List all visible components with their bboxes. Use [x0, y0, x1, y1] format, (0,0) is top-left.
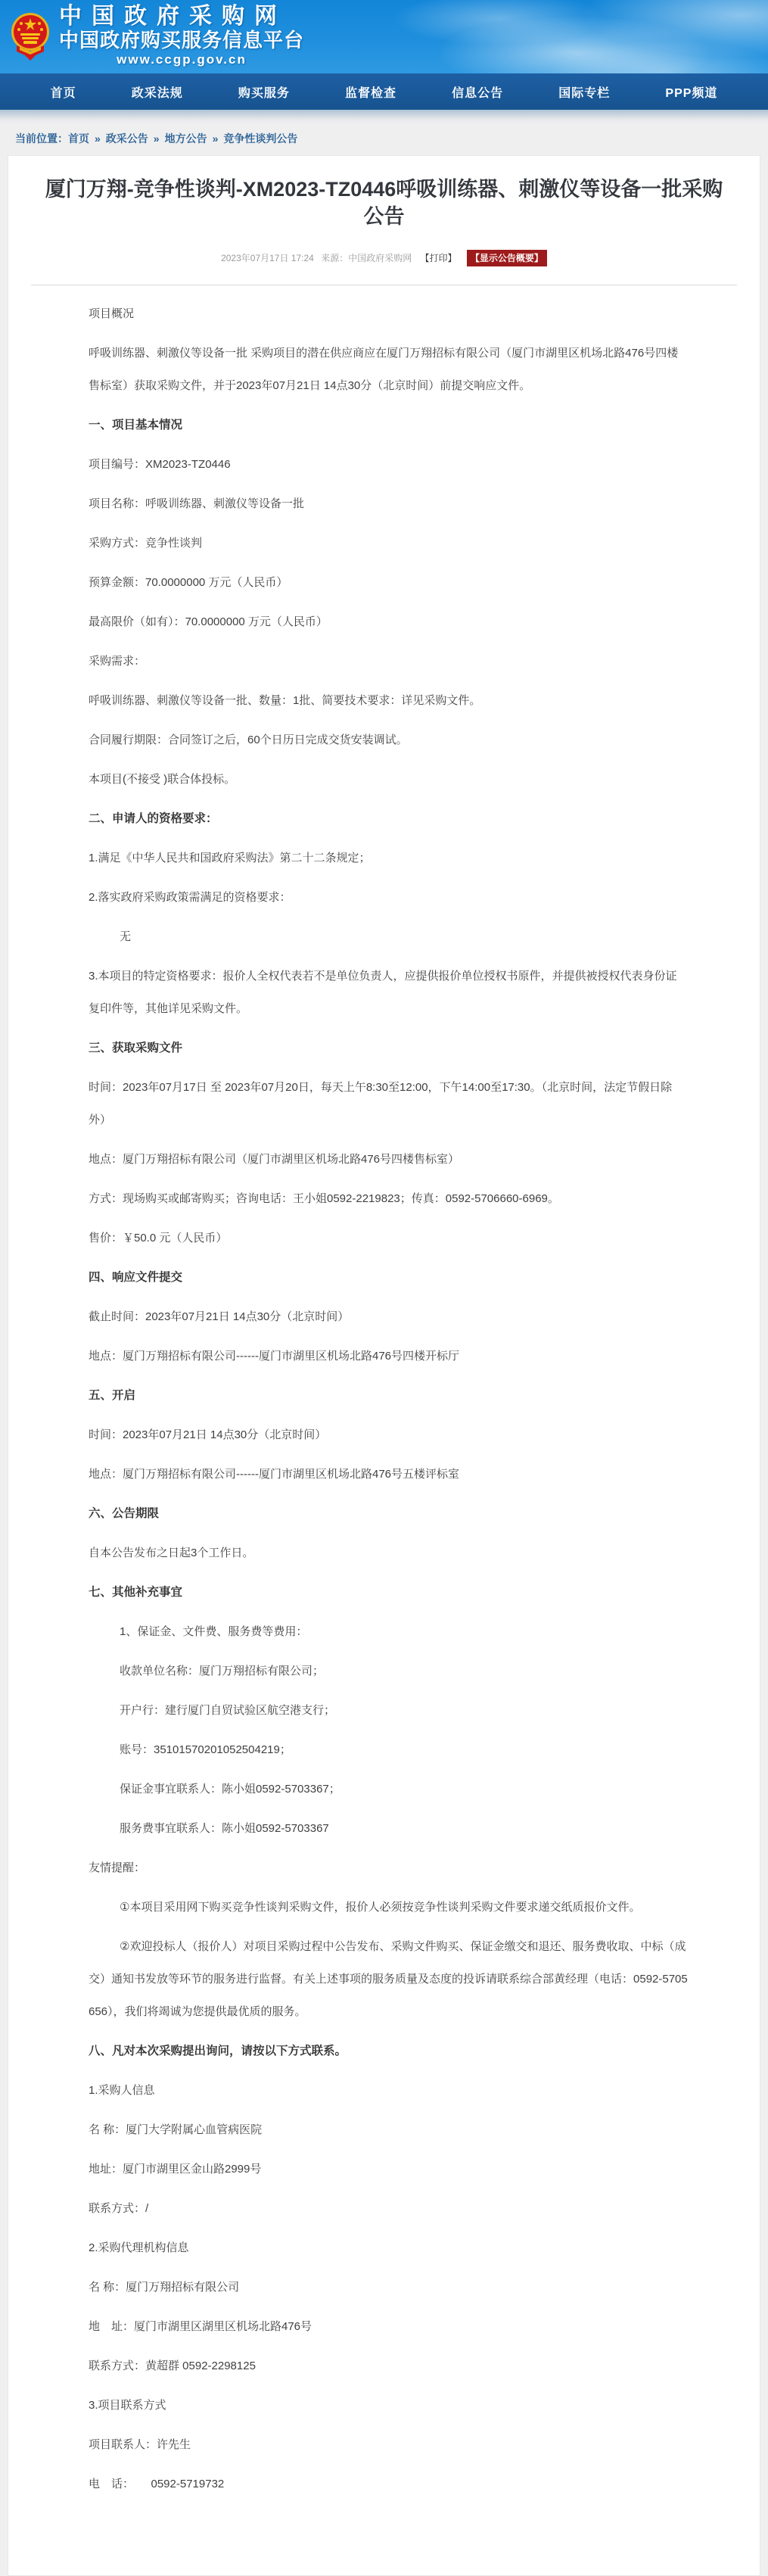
section-heading: 七、其他补充事宜: [89, 1586, 183, 1599]
paragraph: 项目联系人：许先生: [89, 2438, 191, 2451]
paragraph: 电 话： 0592-5719732: [89, 2478, 225, 2490]
section-heading: 三、获取采购文件: [89, 1042, 183, 1054]
page-title: 厦门万翔-竞争性谈判-XM2023-TZ0446呼吸训练器、刺激仪等设备一批采购公告: [45, 178, 723, 228]
nav-item-purchase-services[interactable]: 购买服务: [238, 86, 290, 100]
site-url: www.ccgp.gov.cn: [117, 52, 247, 67]
nav-item-home[interactable]: 首页: [50, 86, 76, 100]
section-heading: 五、开启: [89, 1389, 136, 1402]
paragraph: 联系方式：黄超群 0592-2298125: [89, 2360, 256, 2372]
paragraph: 无: [120, 930, 132, 943]
nav-item-regulations[interactable]: 政采法规: [131, 86, 183, 100]
paragraph: 联系方式：/: [89, 2202, 149, 2215]
paragraph: 方式：现场购买或邮寄购买；咨询电话：王小姐0592-2219823；传真：0592-5706660-6969。: [89, 1192, 559, 1205]
breadcrumb-separator: »: [212, 132, 219, 145]
publish-date: 2023年07月17日 17:24: [221, 253, 314, 263]
paragraph: 3.本项目的特定资格要求：报价人全权代表若不是单位负责人，应提供报价单位授权书原件，并提供被授权代表身份证复印件等，其他详见采购文件。: [89, 970, 677, 1015]
paragraph: 地点：厦门万翔招标有限公司------厦门市湖里区机场北路476号五楼评标室: [89, 1468, 460, 1481]
breadcrumb-separator: »: [95, 132, 101, 145]
paragraph: 时间：2023年07月21日 14点30分（北京时间）: [89, 1428, 327, 1441]
breadcrumb-prefix: 当前位置：: [15, 132, 68, 145]
paragraph: 呼吸训练器、刺激仪等设备一批、数量：1批、简要技术要求：详见采购文件。: [89, 694, 481, 707]
site-header: [0, 0, 768, 73]
paragraph: 名 称：厦门万翔招标有限公司: [89, 2281, 240, 2294]
paragraph: 售价：￥50.0 元（人民币）: [89, 1232, 228, 1244]
nav-item-supervision[interactable]: 监督检查: [344, 86, 396, 100]
section-heading: 二、申请人的资格要求：: [89, 812, 218, 825]
section-heading: 六、公告期限: [89, 1507, 160, 1520]
paragraph: 地点：厦门万翔招标有限公司------厦门市湖里区机场北路476号四楼开标厅: [89, 1350, 460, 1363]
paragraph: 服务费事宜联系人：陈小姐0592-5703367: [120, 1822, 329, 1835]
breadcrumb-item-competitive-negotiation[interactable]: 竞争性谈判公告: [223, 132, 298, 145]
paragraph: 自本公告发布之日起3个工作日。: [89, 1547, 254, 1559]
paragraph: 项目名称：呼吸训练器、刺激仪等设备一批: [89, 497, 305, 510]
site-subname: 中国政府购买服务信息平台: [59, 29, 305, 51]
paragraph: 项目编号：XM2023-TZ0446: [89, 458, 231, 471]
breadcrumb: [0, 123, 768, 155]
paragraph: 账号：35101570201052504219；: [120, 1743, 291, 1756]
paragraph: ②欢迎投标人（报价人）对项目采购过程中公告发布、采购文件购买、保证金缴交和退还、服务费收取、中标（成交）通知书发放等环节的服务进行监督。有关上述事项的服务质量及态度的投诉请联系综合部黄经理（电话：0592-5705656），我们将竭诚为您提供最优质的服务。: [89, 1940, 688, 2018]
section-heading: 一、项目基本情况: [89, 419, 183, 431]
paragraph: 预算金额：70.0000000 万元（人民币）: [89, 576, 288, 589]
paragraph: 1.采购人信息: [89, 2084, 155, 2097]
article-card: [8, 155, 760, 2576]
paragraph: 截止时间：2023年07月21日 14点30分（北京时间）: [89, 1310, 350, 1323]
article-source: 来源：中国政府采购网: [321, 253, 412, 263]
paragraph: 2.采购代理机构信息: [89, 2241, 189, 2254]
paragraph: 最高限价（如有）：70.0000000 万元（人民币）: [89, 615, 328, 628]
paragraph: 友情提醒：: [89, 1861, 146, 1874]
paragraph: 地 址：厦门市湖里区湖里区机场北路476号: [89, 2320, 312, 2333]
paragraph: 2.落实政府采购政策需满足的资格要求：: [89, 891, 291, 904]
breadcrumb-separator: »: [153, 132, 160, 145]
breadcrumb-item-local[interactable]: 地方公告: [164, 132, 207, 145]
article-body: [8, 285, 760, 2530]
national-emblem-icon: [11, 12, 50, 61]
site-name: 中国政府采购网: [59, 4, 287, 29]
paragraph: 名 称：厦门大学附属心血管病医院: [89, 2123, 263, 2136]
breadcrumb-item-notices[interactable]: 政采公告: [105, 132, 148, 145]
section-heading: 四、响应文件提交: [89, 1271, 183, 1284]
nav-item-international[interactable]: 国际专栏: [558, 86, 611, 100]
paragraph: 开户行：建行厦门自贸试验区航空港支行；: [120, 1704, 336, 1717]
print-button[interactable]: 【打印】: [420, 253, 457, 263]
paragraph: 地址：厦门市湖里区金山路2999号: [89, 2163, 262, 2176]
paragraph: 采购方式：竞争性谈判: [89, 537, 203, 550]
show-summary-button[interactable]: 【显示公告概要】: [467, 250, 547, 266]
paragraph: 收款单位名称：厦门万翔招标有限公司；: [120, 1665, 325, 1677]
section-heading: 八、凡对本次采购提出询问，请按以下方式联系。: [89, 2045, 347, 2057]
nav-item-ppp-channel[interactable]: PPP频道: [665, 86, 718, 100]
nav-gradient-strip: [0, 110, 768, 123]
paragraph: 呼吸训练器、刺激仪等设备一批 采购项目的潜在供应商应在厦门万翔招标有限公司（厦门市湖里区机场北路476号四楼售标室）获取采购文件，并于2023年07月21日 14点30分（北京时间）前提交响应文件。: [89, 347, 679, 392]
paragraph: 时间：2023年07月17日 至 2023年07月20日，每天上午8:30至12:00，下午14:00至17:30。（北京时间，法定节假日除外）: [89, 1081, 673, 1126]
paragraph: ①本项目采用网下购买竞争性谈判采购文件，报价人必须按竞争性谈判采购文件要求递交纸质报价文件。: [120, 1901, 641, 1914]
paragraph: 1.满足《中华人民共和国政府采购法》第二十二条规定；: [89, 852, 371, 864]
main-nav: [0, 73, 768, 110]
site-logo[interactable]: [11, 5, 304, 68]
paragraph: 地点：厦门万翔招标有限公司（厦门市湖里区机场北路476号四楼售标室）: [89, 1153, 460, 1166]
paragraph: 采购需求：: [89, 655, 146, 668]
paragraph: 保证金事宜联系人：陈小姐0592-5703367；: [120, 1783, 340, 1796]
paragraph: 项目概况: [89, 307, 135, 320]
breadcrumb-item-home[interactable]: 首页: [68, 132, 89, 145]
paragraph: 本项目(不接受 )联合体投标。: [89, 773, 236, 786]
paragraph: 1、保证金、文件费、服务费等费用：: [120, 1625, 308, 1638]
paragraph: 合同履行期限：合同签订之后，60个日历日完成交货安装调试。: [89, 734, 408, 746]
article-meta: [8, 250, 760, 266]
paragraph: 3.项目联系方式: [89, 2399, 166, 2412]
nav-item-announcements[interactable]: 信息公告: [452, 86, 504, 100]
